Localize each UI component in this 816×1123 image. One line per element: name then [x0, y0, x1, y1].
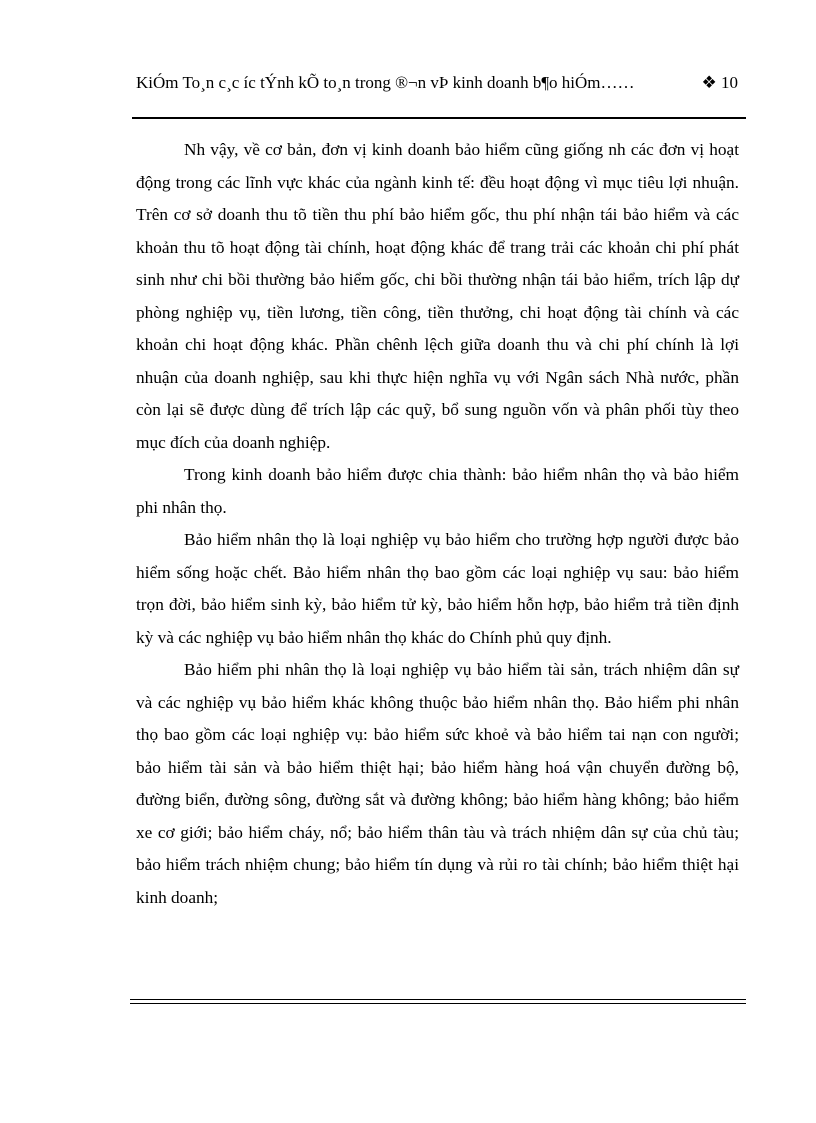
- header-title: KiÓm To¸n c¸c íc tÝnh kÕ to¸n trong ®¬n vÞ kinh doanh b¶o hiÓm……: [136, 73, 635, 92]
- running-header: [136, 72, 746, 94]
- paragraph: Nh vậy, về cơ bản, đơn vị kinh doanh bảo hiểm cũng giống nh các đơn vị hoạt động trong các lĩnh vực khác của ngành kinh tế: đều hoạt động vì mục tiêu lợi nhuận. Trên cơ sở doanh thu tõ tiền thu phí bảo hiểm gốc, thu phí nhận tái bảo hiểm và các khoản thu tõ hoạt động tài chính, hoạt động khác để trang trải các khoản chi phí phát sinh như chi bồi thường bảo hiểm gốc, chi bồi thường nhận tái bảo hiểm, trích lập dự phòng nghiệp vụ, tiền lương, tiền công, tiền thưởng, chi hoạt động tài chính và các khoản chi hoạt động khác. Phần chênh lệch giữa doanh thu và chi phí chính là lợi nhuận của doanh nghiệp, sau khi thực hiện nghĩa vụ với Ngân sách Nhà nước, phần còn lại sẽ được dùng để trích lập các quỹ, bổ sung nguồn vốn và phân phối tùy theo mục đích của doanh nghiệp.: [136, 140, 739, 452]
- body-text: [136, 134, 739, 914]
- paragraph: Bảo hiểm phi nhân thọ là loại nghiệp vụ bảo hiểm tài sản, trách nhiệm dân sự và các nghiệp vụ bảo hiểm khác không thuộc bảo hiểm nhân thọ. Bảo hiểm phi nhân thọ bao gồm các loại nghiệp vụ: bảo hiểm sức khoẻ và bảo hiểm tai nạn con người; bảo hiểm tài sản và bảo hiểm thiệt hại; bảo hiểm hàng hoá vận chuyển đường bộ, đường biển, đường sông, đường sắt và đường không; bảo hiểm hàng không; bảo hiểm xe cơ giới; bảo hiểm cháy, nổ; bảo hiểm thân tàu và trách nhiệm dân sự của chủ tàu; bảo hiểm trách nhiệm chung; bảo hiểm tín dụng và rủi ro tài chính; bảo hiểm thiệt hại kinh doanh;: [136, 660, 739, 907]
- footer-rule: [130, 999, 746, 1004]
- paragraph: Bảo hiểm nhân thọ là loại nghiệp vụ bảo hiểm cho trường hợp người được bảo hiểm sống hoặc chết. Bảo hiểm nhân thọ bao gồm các loại nghiệp vụ sau: bảo hiểm trọn đời, bảo hiểm sinh kỳ, bảo hiểm tử kỳ, bảo hiểm hỗn hợp, bảo hiểm trả tiền định kỳ và các nghiệp vụ bảo hiểm nhân thọ khác do Chính phủ quy định.: [136, 530, 739, 647]
- header-rule: [132, 117, 746, 119]
- paragraph: Trong kinh doanh bảo hiểm được chia thành: bảo hiểm nhân thọ và bảo hiểm phi nhân thọ.: [136, 465, 739, 517]
- page-number: ❖ 10: [701, 73, 738, 92]
